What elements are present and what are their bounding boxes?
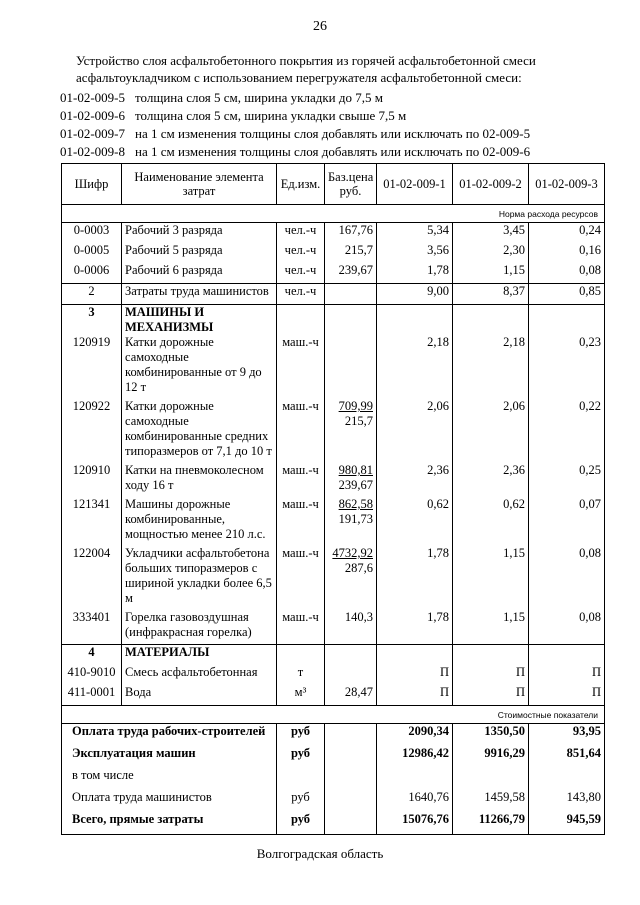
cell-price: 28,47 bbox=[325, 685, 377, 706]
price-base-value: 862,58 bbox=[338, 497, 373, 511]
empty-cell bbox=[529, 305, 605, 336]
code-line bbox=[60, 108, 406, 124]
cell-code: 0-0003 bbox=[62, 223, 122, 244]
cell-price bbox=[325, 284, 377, 305]
totals-col3: 945,59 bbox=[529, 812, 605, 835]
cell-code: 2 bbox=[62, 284, 122, 305]
totals-col2: 1350,50 bbox=[453, 724, 529, 747]
cell-col1: 1,78 bbox=[377, 610, 453, 645]
empty-cell bbox=[325, 724, 377, 747]
footer-region: Волгоградская область bbox=[256, 846, 384, 861]
header-code: Шифр bbox=[62, 164, 122, 205]
norm-label-row bbox=[62, 205, 605, 223]
totals-col3 bbox=[529, 768, 605, 790]
header-col3: 01-02-009-3 bbox=[529, 164, 605, 205]
header-unit: Ед.изм. bbox=[277, 164, 325, 205]
cell-price: 215,7 bbox=[325, 243, 377, 263]
code-line-code: 01-02-009-5 bbox=[60, 90, 125, 105]
totals-row bbox=[62, 746, 605, 768]
cell-col2: 2,06 bbox=[453, 399, 529, 463]
cell-name: Горелка газовоздушная (инфракрасная горелка) bbox=[122, 610, 277, 645]
cost-label-row bbox=[62, 706, 605, 724]
table-header-row bbox=[62, 164, 605, 205]
cell-col1: 2,36 bbox=[377, 463, 453, 497]
empty-cell bbox=[529, 645, 605, 666]
price-value: 239,67 bbox=[338, 478, 373, 492]
empty-cell bbox=[325, 645, 377, 666]
cell-price: 167,76 bbox=[325, 223, 377, 244]
empty-cell bbox=[325, 812, 377, 835]
cell-col3: 0,24 bbox=[529, 223, 605, 244]
totals-col1: 15076,76 bbox=[377, 812, 453, 835]
totals-name: Эксплуатация машин bbox=[62, 746, 277, 768]
totals-unit: руб bbox=[277, 812, 325, 835]
cell-unit: чел.-ч bbox=[277, 284, 325, 305]
cell-name: Катки дорожные самоходные комбинированные от 9 до 12 т bbox=[122, 335, 277, 399]
cell-price bbox=[325, 665, 377, 685]
code-line bbox=[60, 144, 530, 160]
cell-code: 122004 bbox=[62, 546, 122, 610]
cell-col2: П bbox=[453, 665, 529, 685]
section-code: 3 bbox=[62, 305, 122, 336]
cell-col3: 0,85 bbox=[529, 284, 605, 305]
totals-unit bbox=[277, 768, 325, 790]
cell-code: 0-0005 bbox=[62, 243, 122, 263]
totals-name: Оплата труда рабочих-строителей bbox=[62, 724, 277, 747]
cell-name: Рабочий 5 разряда bbox=[122, 243, 277, 263]
cell-code: 410-9010 bbox=[62, 665, 122, 685]
header-price: Баз.цена руб. bbox=[325, 164, 377, 205]
empty-cell bbox=[325, 790, 377, 812]
empty-cell bbox=[377, 305, 453, 336]
table-row bbox=[62, 497, 605, 546]
cell-code: 0-0006 bbox=[62, 263, 122, 284]
cell-unit: т bbox=[277, 665, 325, 685]
cell-col3: П bbox=[529, 665, 605, 685]
cell-unit: маш.-ч bbox=[277, 497, 325, 546]
empty-cell bbox=[325, 746, 377, 768]
cell-price bbox=[325, 497, 377, 546]
page-number: 26 bbox=[313, 19, 327, 34]
totals-col2: 9916,29 bbox=[453, 746, 529, 768]
code-line-code: 01-02-009-6 bbox=[60, 108, 125, 123]
cell-col2: 1,15 bbox=[453, 610, 529, 645]
code-line bbox=[60, 90, 383, 106]
cell-col1: 9,00 bbox=[377, 284, 453, 305]
cell-name: Затраты труда машинистов bbox=[122, 284, 277, 305]
cell-unit: чел.-ч bbox=[277, 263, 325, 284]
code-line-code: 01-02-009-8 bbox=[60, 144, 125, 159]
cell-code: 411-0001 bbox=[62, 685, 122, 706]
empty-cell bbox=[277, 305, 325, 336]
cell-unit: маш.-ч bbox=[277, 610, 325, 645]
cell-col1: 1,78 bbox=[377, 546, 453, 610]
code-line-text: толщина слоя 5 см, ширина укладки до 7,5 м bbox=[135, 90, 383, 105]
cell-code: 333401 bbox=[62, 610, 122, 645]
cost-label-row-label: Стоимостные показатели bbox=[62, 706, 605, 724]
table-row bbox=[62, 399, 605, 463]
cell-col1: П bbox=[377, 685, 453, 706]
empty-cell bbox=[453, 305, 529, 336]
section-row bbox=[62, 305, 605, 336]
table-row bbox=[62, 546, 605, 610]
cell-unit: маш.-ч bbox=[277, 399, 325, 463]
cell-unit: маш.-ч bbox=[277, 463, 325, 497]
intro-text: Устройство слоя асфальтобетонного покрытия из горячей асфальтобетонной смеси асфальтоукладчиком с использованием перегружателя асфальтобетонной смеси: bbox=[76, 53, 536, 85]
cell-price bbox=[325, 610, 377, 645]
cell-code: 120919 bbox=[62, 335, 122, 399]
cell-col2: 1,15 bbox=[453, 546, 529, 610]
cell-col1: 1,78 bbox=[377, 263, 453, 284]
price-value: 215,7 bbox=[344, 414, 373, 428]
totals-col3: 143,80 bbox=[529, 790, 605, 812]
cell-col1: 3,56 bbox=[377, 243, 453, 263]
totals-name: Всего, прямые затраты bbox=[62, 812, 277, 835]
cell-col3: 0,08 bbox=[529, 263, 605, 284]
price-base-value: 709,99 bbox=[338, 399, 373, 413]
header-col1: 01-02-009-1 bbox=[377, 164, 453, 205]
resource-table bbox=[61, 163, 605, 835]
totals-col1: 12986,42 bbox=[377, 746, 453, 768]
section-code: 4 bbox=[62, 645, 122, 666]
totals-row bbox=[62, 790, 605, 812]
cell-col1: 0,62 bbox=[377, 497, 453, 546]
totals-col3: 93,95 bbox=[529, 724, 605, 747]
table-row bbox=[62, 284, 605, 305]
totals-row bbox=[62, 768, 605, 790]
cell-col2: 2,18 bbox=[453, 335, 529, 399]
cell-price: 239,67 bbox=[325, 263, 377, 284]
price-base-value: 980,81 bbox=[338, 463, 373, 477]
cell-col2: 2,30 bbox=[453, 243, 529, 263]
table-row bbox=[62, 610, 605, 645]
cell-name: Смесь асфальтобетонная bbox=[122, 665, 277, 685]
totals-col2 bbox=[453, 768, 529, 790]
cell-name: Рабочий 3 разряда bbox=[122, 223, 277, 244]
section-title: МАШИНЫ И МЕХАНИЗМЫ bbox=[122, 305, 277, 336]
totals-row bbox=[62, 812, 605, 835]
cell-code: 120922 bbox=[62, 399, 122, 463]
cell-col3: 0,08 bbox=[529, 546, 605, 610]
cell-col2: 3,45 bbox=[453, 223, 529, 244]
cell-col3: 0,22 bbox=[529, 399, 605, 463]
totals-unit: руб bbox=[277, 746, 325, 768]
cell-unit: м³ bbox=[277, 685, 325, 706]
code-line-code: 01-02-009-7 bbox=[60, 126, 125, 141]
cell-col2: 1,15 bbox=[453, 263, 529, 284]
totals-name: Оплата труда машинистов bbox=[62, 790, 277, 812]
cell-unit: маш.-ч bbox=[277, 335, 325, 399]
cell-col3: 0,16 bbox=[529, 243, 605, 263]
code-line bbox=[60, 126, 530, 142]
table-row bbox=[62, 335, 605, 399]
totals-unit: руб bbox=[277, 790, 325, 812]
totals-col1 bbox=[377, 768, 453, 790]
totals-row bbox=[62, 724, 605, 747]
totals-col3: 851,64 bbox=[529, 746, 605, 768]
cell-name: Катки на пневмоколесном ходу 16 т bbox=[122, 463, 277, 497]
totals-col1: 1640,76 bbox=[377, 790, 453, 812]
table-row bbox=[62, 685, 605, 706]
cell-unit: маш.-ч bbox=[277, 546, 325, 610]
empty-cell bbox=[453, 645, 529, 666]
cell-col2: П bbox=[453, 685, 529, 706]
table-row bbox=[62, 223, 605, 244]
cell-unit: чел.-ч bbox=[277, 243, 325, 263]
code-line-text: на 1 см изменения толщины слоя добавлять или исключать по 02-009-5 bbox=[135, 126, 531, 141]
totals-col1: 2090,34 bbox=[377, 724, 453, 747]
cell-price bbox=[325, 335, 377, 399]
cell-col3: П bbox=[529, 685, 605, 706]
table-row bbox=[62, 263, 605, 284]
cell-code: 120910 bbox=[62, 463, 122, 497]
totals-unit: руб bbox=[277, 724, 325, 747]
price-value: 191,73 bbox=[338, 512, 373, 526]
header-col2: 01-02-009-2 bbox=[453, 164, 529, 205]
cell-name: Укладчики асфальтобетона больших типоразмеров с шириной укладки более 6,5 м bbox=[122, 546, 277, 610]
cell-col2: 0,62 bbox=[453, 497, 529, 546]
price-base-value: 4732,92 bbox=[332, 546, 373, 560]
section-row bbox=[62, 645, 605, 666]
code-line-text: на 1 см изменения толщины слоя добавлять или исключать по 02-009-6 bbox=[135, 144, 531, 159]
totals-col2: 11266,79 bbox=[453, 812, 529, 835]
section-title: МАТЕРИАЛЫ bbox=[122, 645, 277, 666]
cell-name: Рабочий 6 разряда bbox=[122, 263, 277, 284]
cell-price bbox=[325, 399, 377, 463]
cell-col3: 0,23 bbox=[529, 335, 605, 399]
cell-col1: П bbox=[377, 665, 453, 685]
cell-price bbox=[325, 546, 377, 610]
totals-col2: 1459,58 bbox=[453, 790, 529, 812]
empty-cell bbox=[325, 305, 377, 336]
cell-col3: 0,08 bbox=[529, 610, 605, 645]
table-row bbox=[62, 243, 605, 263]
empty-cell bbox=[377, 645, 453, 666]
code-line-text: толщина слоя 5 см, ширина укладки свыше 7,5 м bbox=[135, 108, 407, 123]
empty-cell bbox=[277, 645, 325, 666]
price-value: 287,6 bbox=[344, 561, 373, 575]
cell-col1: 5,34 bbox=[377, 223, 453, 244]
table-row bbox=[62, 463, 605, 497]
cell-col2: 2,36 bbox=[453, 463, 529, 497]
cell-name: Катки дорожные самоходные комбинированные средних типоразмеров от 7,1 до 10 т bbox=[122, 399, 277, 463]
cell-price bbox=[325, 463, 377, 497]
cell-unit: чел.-ч bbox=[277, 223, 325, 244]
price-value: 140,3 bbox=[344, 610, 373, 624]
cell-col2: 8,37 bbox=[453, 284, 529, 305]
cell-name: Вода bbox=[122, 685, 277, 706]
cell-name: Машины дорожные комбинированные, мощностью менее 210 л.с. bbox=[122, 497, 277, 546]
cell-col3: 0,07 bbox=[529, 497, 605, 546]
norm-label-row-label: Норма расхода ресурсов bbox=[62, 205, 605, 223]
cell-col1: 2,18 bbox=[377, 335, 453, 399]
cell-code: 121341 bbox=[62, 497, 122, 546]
totals-name: в том числе bbox=[62, 768, 277, 790]
cell-col1: 2,06 bbox=[377, 399, 453, 463]
cell-col3: 0,25 bbox=[529, 463, 605, 497]
empty-cell bbox=[325, 768, 377, 790]
header-name: Наименование элемента затрат bbox=[122, 164, 277, 205]
table-row bbox=[62, 665, 605, 685]
